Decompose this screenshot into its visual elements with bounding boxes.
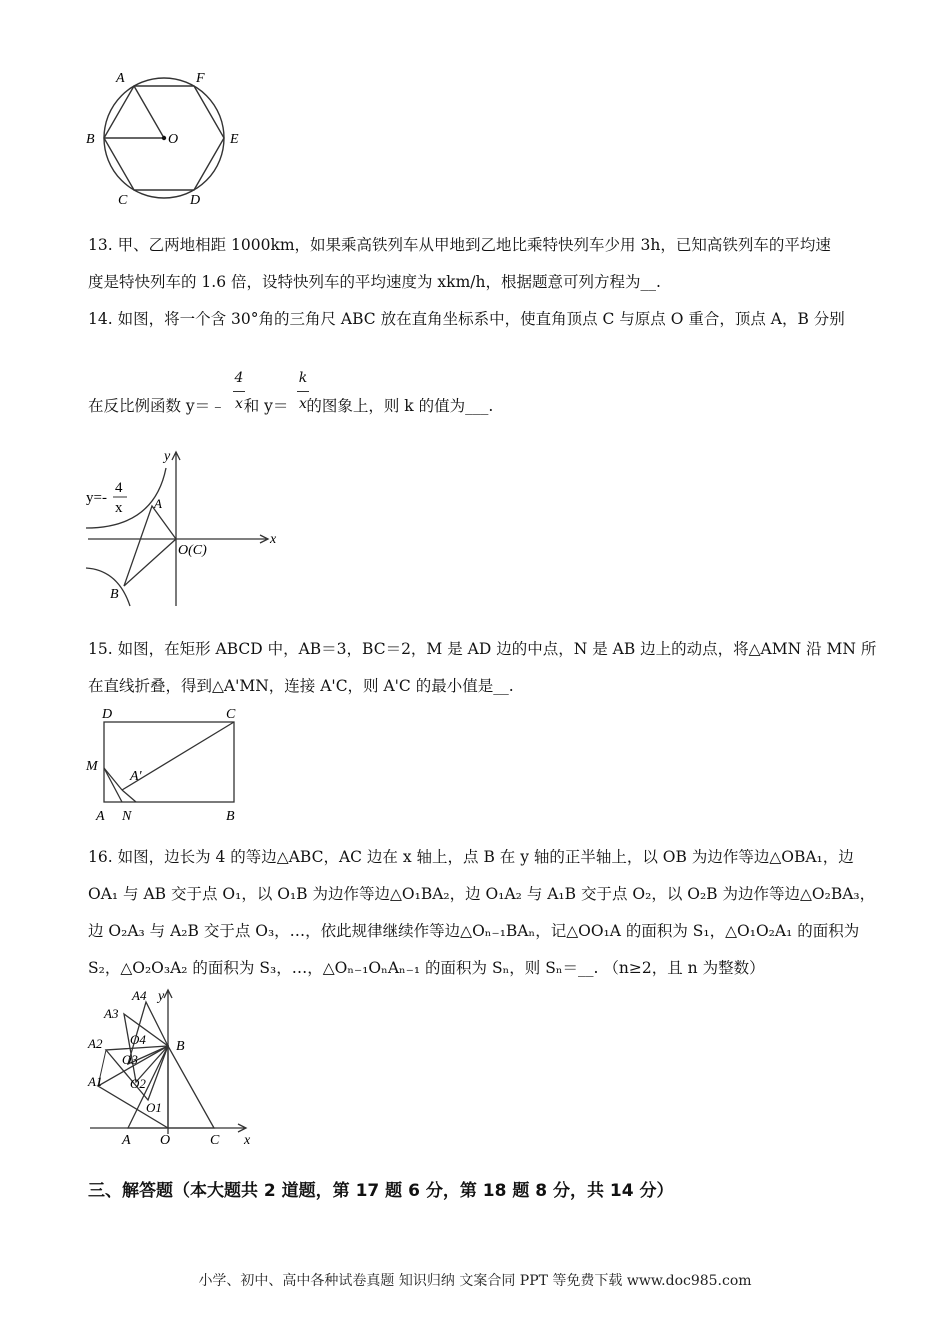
label-n: N [122, 809, 132, 824]
question-14-line-2 [88, 396, 493, 416]
frac1-denominator: x [235, 396, 243, 412]
curve-label-denominator: x [115, 500, 123, 516]
inverse-function-figure [84, 446, 284, 610]
label-c: C [226, 707, 236, 722]
question-14-line-1: 14. 如图，将一个含 30°角的三角尺 ABC 放在直角坐标系中，使直角顶点 C 与原点 O 重合，顶点 A，B 分别 [88, 310, 845, 328]
frac1-numerator: 4 [234, 370, 244, 386]
question-15-line-2: 在直线折叠，得到△A'MN，连接 A'C，则 A'C 的最小值是__. [88, 677, 514, 695]
label-b: B [86, 132, 95, 147]
question-15-line-1: 15. 如图，在矩形 ABCD 中，AB＝3，BC＝2，M 是 AD 边的中点，N 是 AB 边上的动点，将△AMN 沿 MN 所 [88, 640, 877, 658]
q14-suffix: 的图象上，则 k 的值为___. [306, 397, 494, 415]
label-a1: A1 [88, 1074, 103, 1089]
hexagon-figure [80, 66, 250, 212]
label-o3: O3 [122, 1052, 138, 1067]
x-axis-label: x [270, 532, 277, 547]
label-o: O [160, 1133, 171, 1148]
segment-ao [134, 86, 164, 138]
label-f: F [196, 71, 205, 86]
question-16-line-1: 16. 如图，边长为 4 的等边△ABC，AC 边在 x 轴上，点 B 在 y 轴的正半轴上，以 OB 为边作等边△OBA₁，边 [88, 848, 854, 866]
segment-aprime-n [122, 790, 136, 802]
triangle-sequence-figure [84, 984, 274, 1150]
frac2-bar [297, 391, 309, 392]
frac1-bar [233, 391, 245, 392]
question-13-line-2: 度是特快列车的 1.6 倍，设特快列车的平均速度为 xkm/h，根据题意可列方程为__. [88, 273, 661, 291]
label-b: B [176, 1039, 185, 1054]
label-c: C [210, 1133, 220, 1148]
page-footer: 小学、初中、高中各种试卷真题 知识归纳 文案合同 PPT 等免费下载 www.doc985.com [198, 1273, 752, 1289]
label-x: x [244, 1133, 251, 1148]
point-b-label: B [110, 587, 119, 602]
question-16-line-2: OA₁ 与 AB 交于点 O₁，以 O₁B 为边作等边△O₁BA₂，边 O₁A₂ 与 A₁B 交于点 O₂，以 O₂B 为边作等边△O₂BA₃， [88, 885, 876, 903]
lower-hyperbola-branch [86, 568, 130, 606]
label-a2: A2 [88, 1036, 103, 1051]
question-13-line-1: 13. 甲、乙两地相距 1000km，如果乘高铁列车从甲地到乙地比乘特快列车少用 3h，已知高铁列车的平均速 [88, 236, 831, 254]
center-point [162, 136, 166, 140]
segment-m-aprime [104, 768, 122, 790]
question-16-line-4: S₂，△O₂O₃A₂ 的面积为 S₃，…，△Oₙ₋₁OₙAₙ₋₁ 的面积为 Sₙ，则 Sₙ＝__. （n≥2，且 n 为整数） [88, 959, 765, 977]
label-aprime: A' [130, 769, 142, 784]
question-16-line-3: 边 O₂A₃ 与 A₂B 交于点 O₃，…，依此规律继续作等边△Oₙ₋₁BAₙ，记△OO₁A 的面积为 S₁，△O₁O₂A₁ 的面积为 [88, 922, 860, 940]
label-a: A [116, 71, 125, 86]
label-y: y [158, 989, 165, 1004]
label-o: O [168, 132, 179, 147]
q14-mid: 和 y＝ [243, 397, 289, 415]
label-a: A [122, 1133, 131, 1148]
label-o4: O4 [130, 1032, 146, 1047]
section-3-heading: 三、解答题（本大题共 2 道题，第 17 题 6 分，第 18 题 8 分，共 14 分） [88, 1181, 674, 1201]
origin-label: O(C) [178, 543, 207, 558]
rectangle-figure [84, 700, 254, 826]
label-b: B [226, 809, 235, 824]
segment-m-n [104, 768, 122, 802]
label-o2: O2 [130, 1076, 146, 1091]
label-o1: O1 [146, 1100, 162, 1115]
label-a3: A3 [104, 1006, 119, 1021]
curve-label-prefix: y=- [86, 490, 107, 506]
label-c: C [118, 193, 128, 208]
label-m: M [86, 759, 98, 774]
label-e: E [230, 132, 239, 147]
frac2-numerator: k [298, 370, 308, 386]
q14-prefix: 在反比例函数 y＝﹣ [88, 397, 226, 415]
point-a-label: A [154, 496, 162, 511]
y-axis-label: y [164, 449, 171, 464]
label-d: D [102, 707, 113, 722]
label-a: A [96, 809, 105, 824]
frac2-denominator: x [299, 396, 307, 412]
label-d: D [190, 193, 201, 208]
label-a4: A4 [132, 988, 147, 1003]
curve-label-numerator: 4 [115, 480, 123, 496]
